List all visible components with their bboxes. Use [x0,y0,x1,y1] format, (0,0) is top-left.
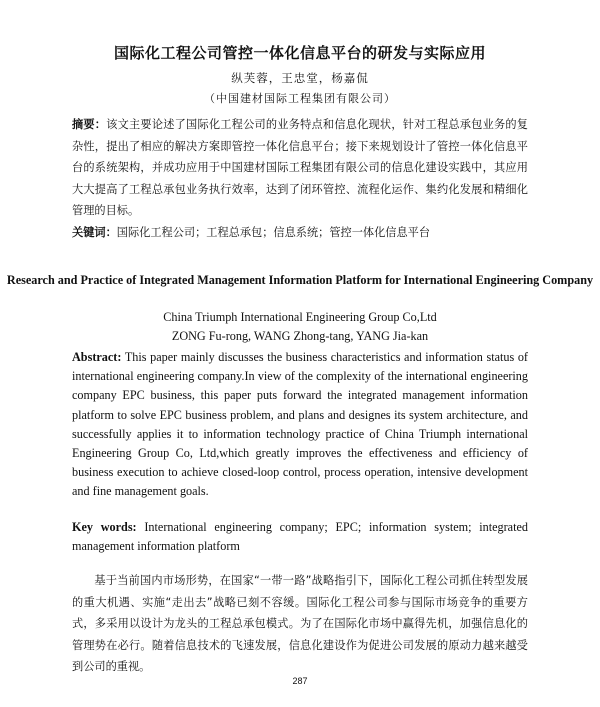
body-paragraph: 基于当前国内市场形势，在国家“一带一路”战略指引下，国际化工程公司抓住转型发展的重大机遇、实施“走出去”战略已刻不容缓。国际化工程公司参与国际市场竞争的重要方式，多采用以设计为龙头的工程总承包模式。为了在国际化市场中赢得先机，加强信息化的管理势在必行。随着信息技术的飞速发展，信息化建设作为促进公司发展的原动力越来越受到公司的重视。 [72,574,528,673]
english-title: Research and Practice of Integrated Management Information Platform for International Engineering Company [6,273,594,287]
chinese-abstract-label: 摘要： [72,118,107,131]
chinese-abstract-text: 该文主要论述了国际化工程公司的业务特点和信息化现状，针对工程总承包业务的复杂性，提出了相应的解决方案即管控一体化信息平台；接下来规划设计了管控一体化信息平台的系统架构，并成功应用于中国建材国际工程集团有限公司的信息化建设实践中，其应用大大提高了工程总承包业务执行效率，达到了闭环管控、流程化运作、集约化发展和精细化管理的目标。 [72,118,528,217]
chinese-keywords-text: 国际化工程公司；工程总承包；信息系统；管控一体化信息平台 [116,226,431,239]
chinese-affiliation: （中国建材国际工程集团有限公司） [204,92,396,105]
chinese-keywords-label: 关键词： [72,226,117,239]
english-authors: ZONG Fu-rong, WANG Zhong-tang, YANG Jia-kan [171,329,429,343]
english-keywords-text: International engineering company; EPC; information system; integrated management information platform [72,520,528,554]
chinese-authors: 纵芙蓉，王忠堂，杨嘉侃 [231,71,369,85]
english-abstract-label: Abstract: [72,350,122,364]
english-abstract [72,348,528,502]
english-keywords-label: Key words: [72,520,137,534]
page-number: 287 [292,676,308,686]
english-abstract-text: This paper mainly discusses the business characteristics and information status of international engineering company.In view of the complexity of the international engineering company EPC business, this paper puts forward the integrated management information platform to solve EPC business problem, and plans and designes its system architecture, and successfully applies it to information technology practice of China Triumph international Engineering Group Co, Ltd,which greatly improves the effectiveness and efficiency of business execution to achieve closed-loop control, process operation, intensive development and fine management goals. [72,350,528,499]
chinese-keywords [72,222,528,244]
english-keywords [72,518,528,556]
english-affiliation: China Triumph International Engineering Group Co,Ltd [163,310,437,324]
chinese-title: 国际化工程公司管控一体化信息平台的研发与实际应用 [113,44,486,62]
chinese-abstract [72,114,528,222]
